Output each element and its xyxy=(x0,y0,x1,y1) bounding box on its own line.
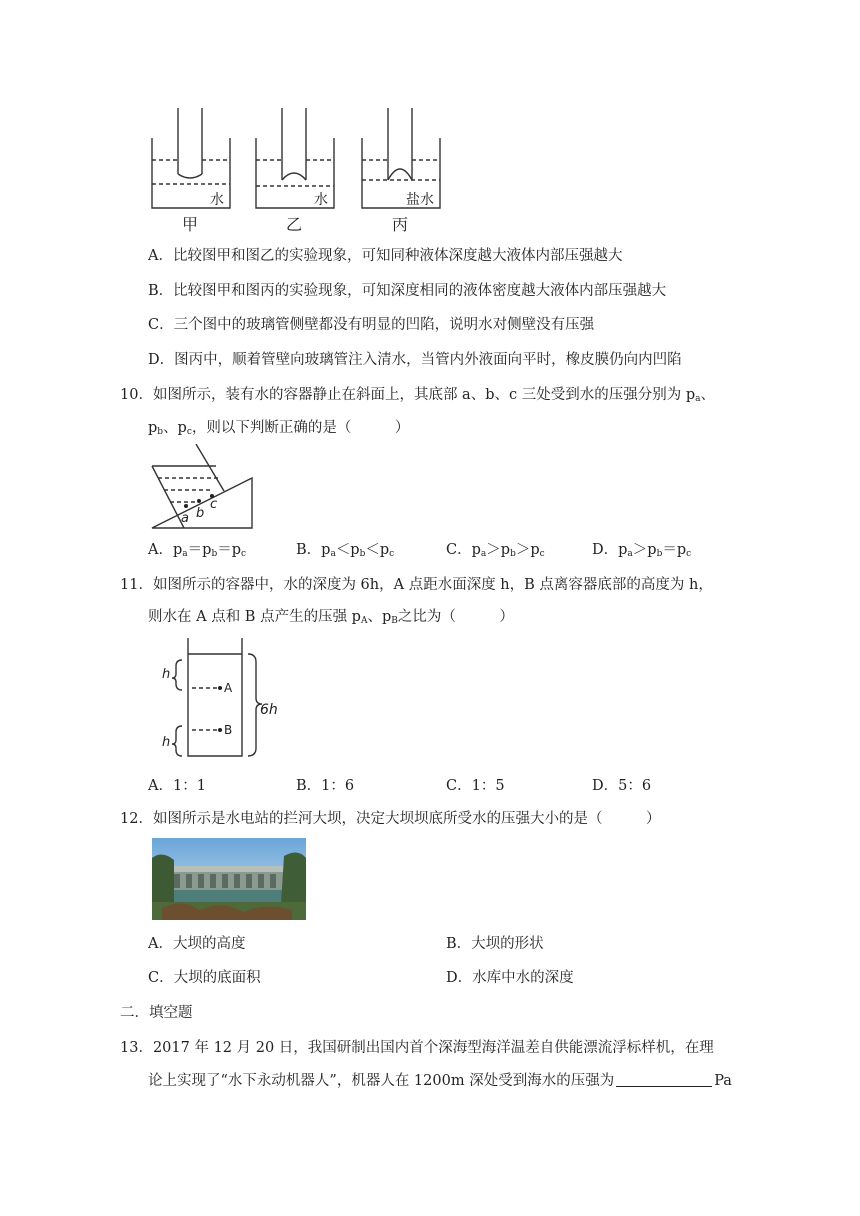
tube-label-2: 乙 xyxy=(286,215,303,234)
q12-option-c: C．大坝的底面积 xyxy=(148,970,261,986)
q9-option-d: D．图丙中，顺着管壁向玻璃管注入清水，当管内外液面向平时，橡皮膜仍向内凹陷 xyxy=(148,352,682,368)
tube-liquid-1: 水 xyxy=(210,192,224,208)
q10-option-d: D．$p_a>p_b=p_c$ xyxy=(592,542,692,559)
label-h-top: h xyxy=(162,667,171,682)
q10-option-b: B．$p_a<p_b<p_c$ xyxy=(296,542,395,559)
q11-line-2: 则水在 A 点和 B 点产生的压强 $p_A$、$p_B$之比为（ ） xyxy=(148,609,514,626)
point-b-label: b xyxy=(196,506,205,521)
q9-option-b: B．比较图甲和图丙的实验现象，可知深度相同的液体密度越大液体内部压强越大 xyxy=(148,283,667,299)
label-b: B xyxy=(224,723,233,737)
section-heading: 二．填空题 xyxy=(120,1005,193,1021)
q12-option-b: B．大坝的形状 xyxy=(446,936,544,952)
q12-option-a: A．大坝的高度 xyxy=(148,936,246,952)
tube-label-1: 甲 xyxy=(182,215,199,234)
q11-option-b: B．1：6 xyxy=(296,778,355,794)
dam-photo xyxy=(152,838,306,920)
tube-liquid-3: 盐水 xyxy=(406,192,434,208)
label-h-bottom: h xyxy=(162,735,171,750)
label-a: A xyxy=(224,681,233,695)
q13-line-2: 论上实现了“水下永动机器人”，机器人在 1200m 深处受到海水的压强为 Pa xyxy=(148,1073,732,1089)
q10-option-a: A．$p_a=p_b=p_c$ xyxy=(148,542,247,559)
q10-option-c: C．$p_a>p_b>p_c$ xyxy=(446,542,545,559)
q12-line-1: 12．如图所示是水电站的拦河大坝，决定大坝坝底所受水的压强大小的是（ ） xyxy=(120,811,661,827)
incline-container-figure xyxy=(148,444,258,530)
tube-label-3: 丙 xyxy=(392,215,409,234)
q10-line-1: 10．如图所示，装有水的容器静止在斜面上，其底部 a、b、c 三处受到水的压强分别为 $p_a$、 xyxy=(120,387,715,404)
point-a-label: a xyxy=(181,511,189,526)
label-6h: 6h xyxy=(260,702,278,718)
point-c-label: c xyxy=(210,497,218,512)
tube-liquid-2: 水 xyxy=(314,192,328,208)
q11-option-a: A．1：1 xyxy=(148,778,206,794)
answer-blank[interactable] xyxy=(616,1072,712,1087)
container-depth-figure xyxy=(160,638,290,762)
q11-option-c: C．1：5 xyxy=(446,778,505,794)
q9-option-c: C．三个图中的玻璃管侧壁都没有明显的凹陷，说明水对侧壁没有压强 xyxy=(148,317,595,333)
q11-line-1: 11．如图所示的容器中，水的深度为 6h，A 点距水面深度 h，B 点离容器底部的高度为 h， xyxy=(120,577,713,593)
tubes-figure xyxy=(148,108,448,236)
q9-option-a: A．比较图甲和图乙的实验现象，可知同种液体深度越大液体内部压强越大 xyxy=(148,248,623,264)
q13-line-1: 13．2017 年 12 月 20 日，我国研制出国内首个深海型海洋温差自供能漂流浮标样机，在理 xyxy=(120,1040,714,1056)
q10-line-2: $p_b$、$p_c$，则以下判断正确的是（ ） xyxy=(148,420,410,437)
q11-option-d: D．5：6 xyxy=(592,778,652,794)
q12-option-d: D．水库中水的深度 xyxy=(446,970,574,986)
